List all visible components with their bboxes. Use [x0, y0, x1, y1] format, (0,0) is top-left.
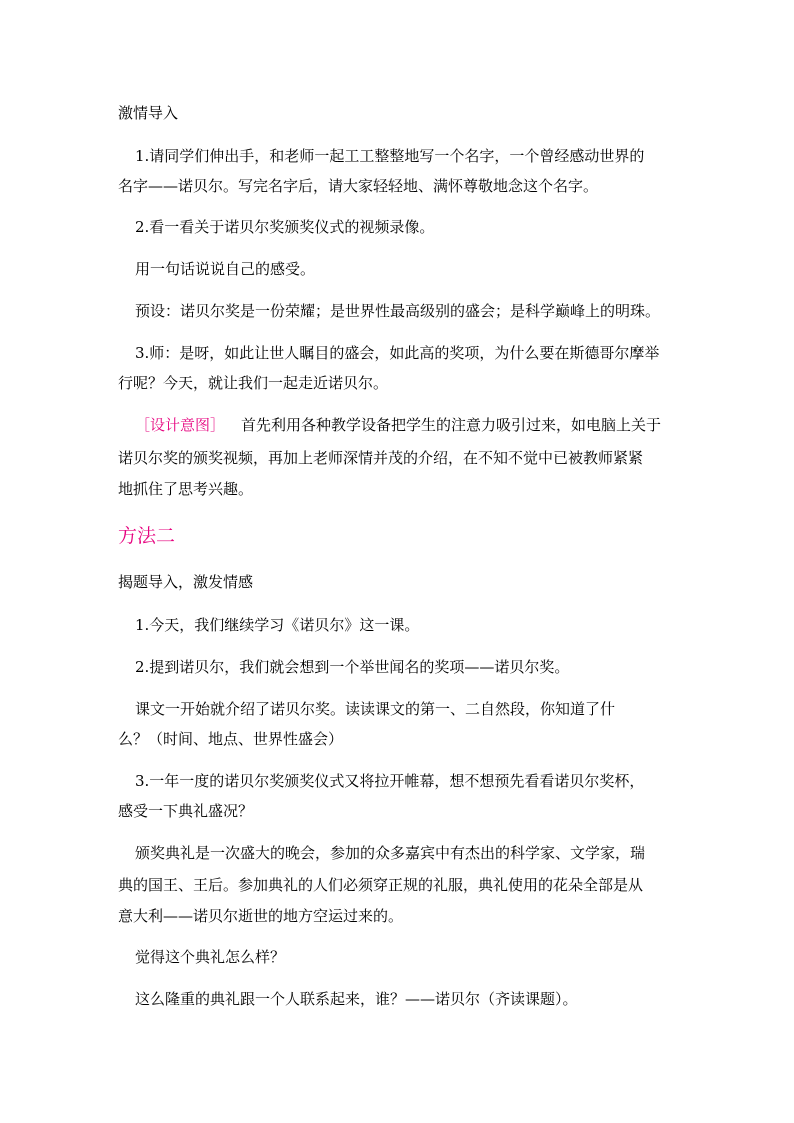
design-intent-tag: ［设计意图］	[135, 416, 226, 434]
design-intent-line-1	[135, 415, 661, 435]
paragraph-4-preset: 预设：诺贝尔奖是一份荣耀；是世界性最高级别的盛会；是科学巅峰上的明珠。	[135, 302, 661, 320]
method-two-heading: 方法二	[118, 525, 176, 547]
section2-paragraph-6: 觉得这个典礼怎么样？	[135, 948, 286, 966]
paragraph-5-line-2: 行呢？今天，就让我们一起走近诺贝尔。	[118, 374, 389, 392]
paragraph-5-line-1: 3.师：是呀，如此让世人瞩目的盛会，如此高的奖项，为什么要在斯德哥尔摩举	[135, 344, 660, 362]
design-intent-line-2: 诺贝尔奖的颁奖视频，再加上老师深情并茂的介绍，在不知不觉中已被教师紧紧	[118, 449, 644, 467]
design-intent-text: 首先利用各种教学设备把学生的注意力吸引过来，如电脑上关于	[241, 416, 662, 434]
paragraph-1-line-2: 名字——诺贝尔。写完名字后，请大家轻轻地、满怀尊敬地念这个名字。	[118, 177, 599, 195]
design-intent-line-3: 地抓住了思考兴趣。	[118, 480, 254, 498]
section2-paragraph-5-line-1: 颁奖典礼是一次盛大的晚会，参加的众多嘉宾中有杰出的科学家、文学家，瑞	[135, 844, 646, 862]
section2-paragraph-4-line-2: 感受一下典礼盛况？	[118, 802, 254, 820]
section2-paragraph-3-line-1: 课文一开始就介绍了诺贝尔奖。读读课文的第一、二自然段，你知道了什	[135, 700, 616, 718]
section2-paragraph-3-line-2: 么？（时间、地点、世界性盛会）	[118, 730, 344, 748]
section2-paragraph-5-line-2: 典的国王、王后。参加典礼的人们必须穿正规的礼服，典礼使用的花朵全部是从	[118, 876, 644, 894]
paragraph-2: 2.看一看关于诺贝尔奖颁奖仪式的视频录像。	[135, 218, 435, 236]
section2-paragraph-4-line-1: 3.一年一度的诺贝尔奖颁奖仪式又将拉开帷幕，想不想预先看看诺贝尔奖杯，	[135, 772, 645, 790]
section-title-intro: 激情导入	[118, 104, 179, 122]
section2-paragraph-5-line-3: 意大利——诺贝尔逝世的地方空运过来的。	[118, 907, 404, 925]
paragraph-1-line-1: 1.请同学们伸出手，和老师一起工工整整地写一个名字，一个曾经感动世界的	[135, 147, 645, 165]
section2-paragraph-1: 1.今天，我们继续学习《诺贝尔》这一课。	[135, 616, 420, 634]
section2-paragraph-2: 2.提到诺贝尔，我们就会想到一个举世闻名的奖项——诺贝尔奖。	[135, 658, 570, 676]
section-title-reveal: 揭题导入，激发情感	[118, 573, 254, 591]
paragraph-3: 用一句话说说自己的感受。	[135, 260, 316, 278]
section2-paragraph-7: 这么隆重的典礼跟一个人联系起来，谁？——诺贝尔（齐读课题）。	[135, 990, 578, 1008]
